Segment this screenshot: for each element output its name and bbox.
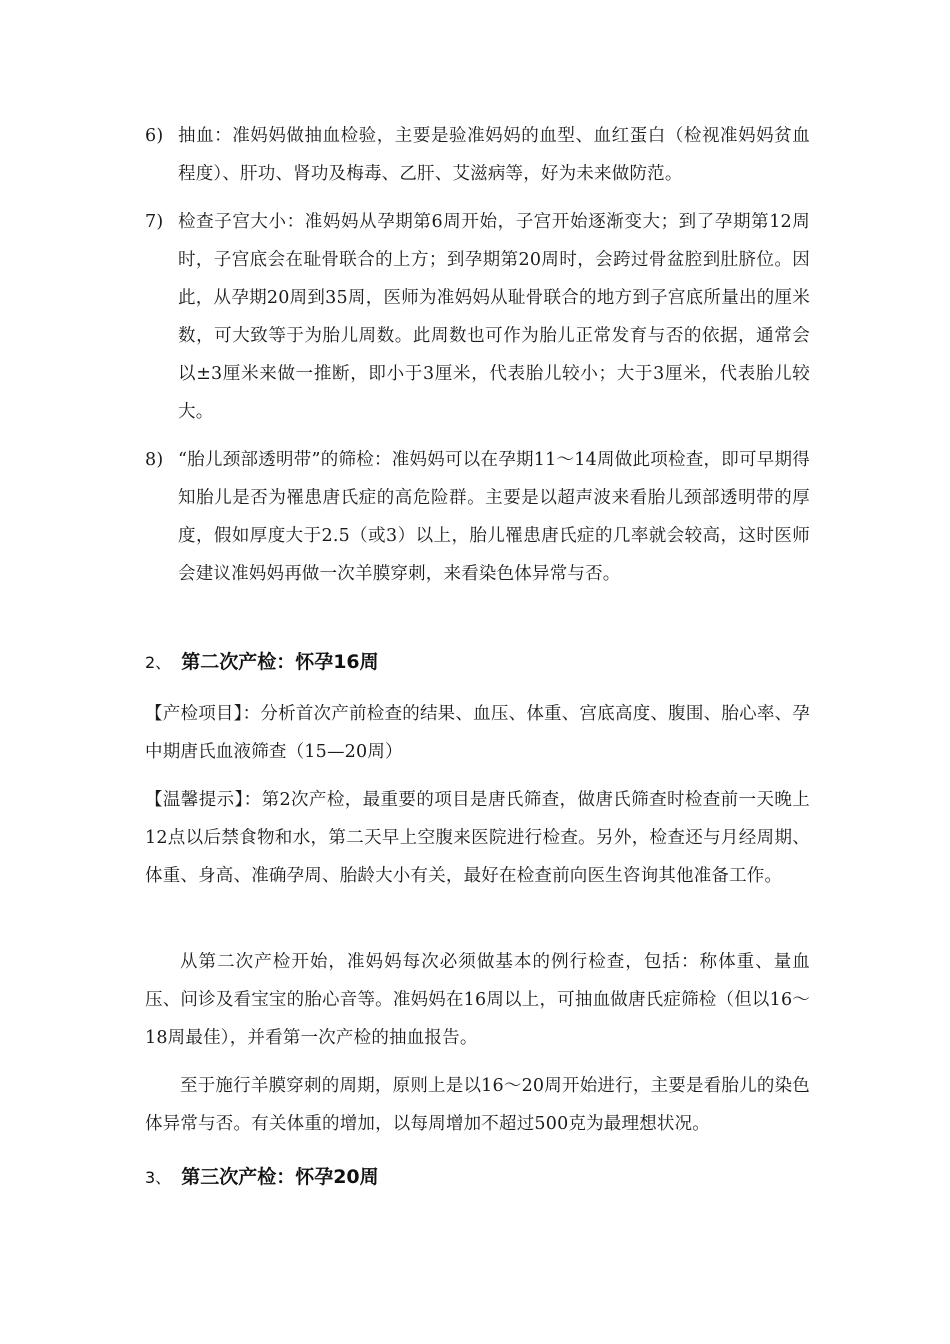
list-item-8	[145, 441, 810, 593]
section-title: 第二次产检：怀孕16周	[181, 651, 379, 673]
list-text: 抽血：准妈妈做抽血检验，主要是验准妈妈的血型、血红蛋白（检视准妈妈贫血程度）、肝功、肾功及梅毒、乙肝、艾滋病等，好为未来做防范。	[178, 126, 810, 184]
section-number: 3、	[145, 1168, 172, 1187]
exam-items-paragraph: 【产检项目】：分析首次产前检查的结果、血压、体重、宫底高度、腹围、胎心率、孕中期唐氏血液筛查（15—20周）	[145, 704, 810, 762]
list-text: 检查子宫大小：准妈妈从孕期第6周开始，子宫开始逐渐变大；到了孕期第12周时，子宫底会在耻骨联合的上方；到孕期第20周时，会跨过骨盆腔到肚脐位。因此，从孕期20周到35周，医师为准妈妈从耻骨联合的地方到子宫底所量出的厘米数，可大致等于为胎儿周数。此周数也可作为胎儿正常发育与否的依据，通常会以±3厘米来做一推断，即小于3厘米，代表胎儿较小；大于3厘米，代表胎儿较大。	[178, 212, 810, 422]
body-paragraph-2: 至于施行羊膜穿刺的周期，原则上是以16～20周开始进行，主要是看胎儿的染色体异常与否。有关体重的增加，以每周增加不超过500克为最理想状况。	[145, 1076, 810, 1134]
list-item-7	[145, 203, 810, 431]
section-heading-2	[145, 647, 379, 678]
section-number: 2、	[145, 653, 172, 672]
list-item-6	[145, 117, 810, 193]
section-heading-3	[145, 1162, 379, 1193]
list-number: 6)	[145, 126, 164, 146]
body-paragraph-1: 从第二次产检开始，准妈妈每次必须做基本的例行检查，包括：称体重、量血压、问诊及看宝宝的胎心音等。准妈妈在16周以上，可抽血做唐氏症筛检（但以16～18周最佳），并看第一次产检的抽血报告。	[145, 952, 810, 1048]
list-number: 7)	[145, 212, 164, 232]
section-title: 第三次产检：怀孕20周	[181, 1166, 379, 1188]
list-number: 8)	[145, 450, 164, 470]
list-text: “胎儿颈部透明带”的筛检：准妈妈可以在孕期11～14周做此项检查，即可早期得知胎儿是否为罹患唐氏症的高危险群。主要是以超声波来看胎儿颈部透明带的厚度，假如厚度大于2.5（或3）以上，胎儿罹患唐氏症的几率就会较高，这时医师会建议准妈妈再做一次羊膜穿刺，来看染色体异常与否。	[178, 450, 810, 584]
tip-paragraph: 【温馨提示】：第2次产检，最重要的项目是唐氏筛查，做唐氏筛查时检查前一天晚上12点以后禁食物和水，第二天早上空腹来医院进行检查。另外，检查还与月经周期、体重、身高、准确孕周、胎龄大小有关，最好在检查前向医生咨询其他准备工作。	[145, 790, 810, 886]
